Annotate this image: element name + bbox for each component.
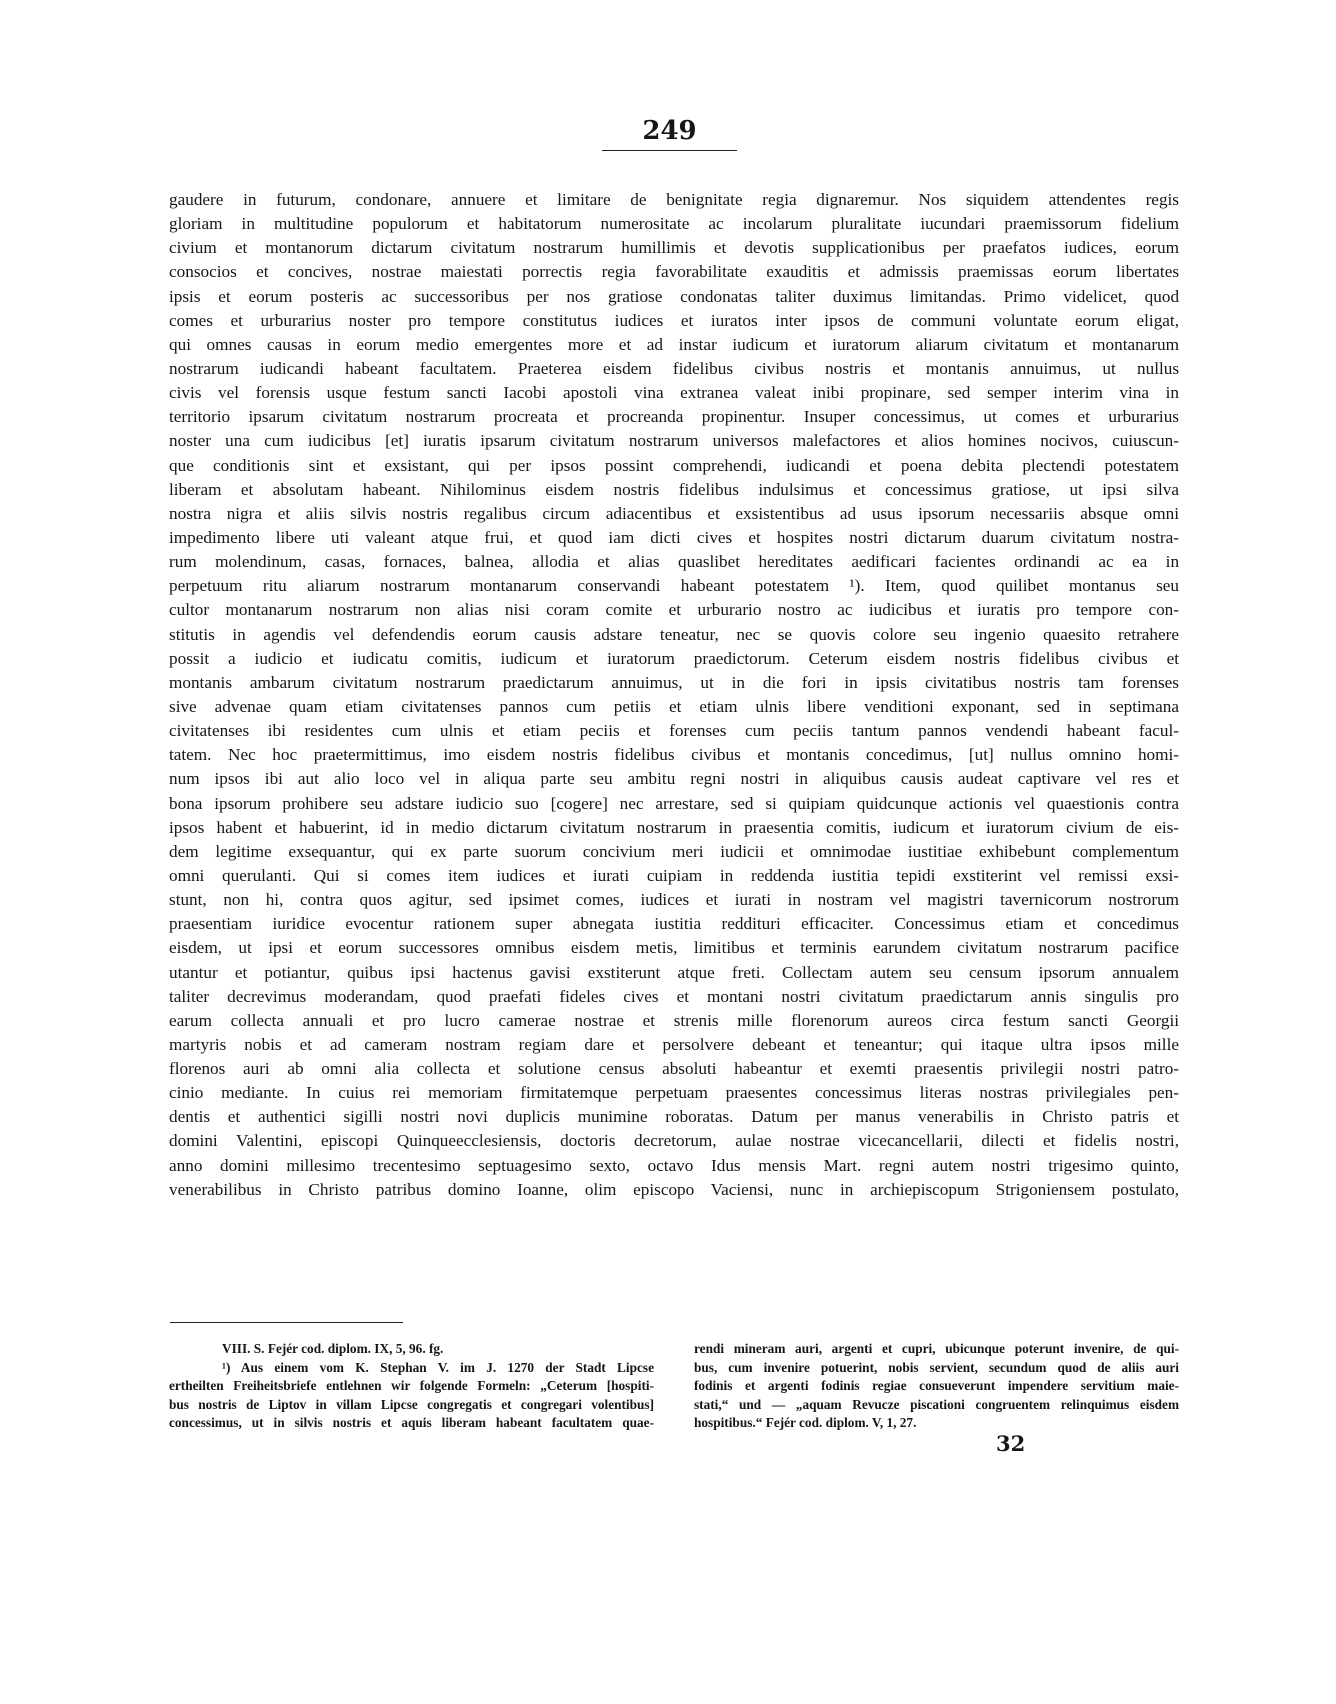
footnote-line: bus, cum invenire potuerint, nobis servient, secundum quod de aliis auri — [694, 1359, 1179, 1375]
body-line: eisdem, ut ipsi et eorum successores omnibus eisdem metis, limitibus et terminis earundem civitatum nostrarum pacifice — [169, 938, 1179, 958]
body-line: que conditionis sint et exsistant, qui per ipsos possint comprehendi, iudicandi et poena debita plectendi potestatem — [169, 455, 1179, 475]
body-line: qui omnes causas in eorum medio emergentes more et ad instar iudicum et iuratorum aliarum civitatum et montanarum — [169, 334, 1180, 354]
body-line: civitatenses ibi residentes cum ulnis et etiam peciis et forenses cum peciis tantum pannos vendendi habeant facul- — [169, 721, 1179, 741]
footnote-line: concessimus, ut in silvis nostris et aquis liberam habeant facultatem quae- — [169, 1415, 654, 1430]
footnote-line: ertheilten Freiheitsbriefe entlehnen wir folgende Formeln: „Ceterum [hospiti- — [169, 1378, 654, 1393]
body-line: venerabilibus in Christo patribus domino Ioanne, olim episcopo Vaciensi, nunc in archiepiscopum Strigoniensem postulato, — [169, 1179, 1180, 1199]
body-line: possit a iudicio et iudicatu comitis, iudicum et iuratorum praedictorum. Ceterum eisdem nostris fidelibus civibus et — [169, 648, 1179, 668]
body-line: civium et montanorum dictarum civitatum nostrarum humillimis et devotis supplicationibus per praefatos iudices, eorum — [169, 238, 1179, 258]
body-line: ipsos habent et habuerint, id in medio dictarum civitatum nostrarum in praesentia comitis, iudicum et iuratorum civium de eis- — [169, 817, 1180, 837]
body-line: omni querulanti. Qui si comes item iudices et iurati cuipiam in reddenda iustitia tepidi exstiterint vel remissi exsi- — [169, 865, 1179, 885]
body-line: perpetuum ritu aliarum nostrarum montanarum conservandi habeant potestatem ¹). Item, quod quilibet montanus seu — [169, 576, 1179, 596]
body-line: dentis et authentici sigilli nostri novi duplicis munimine roboratas. Datum per manus venerabilis in Christo patris et — [169, 1107, 1179, 1127]
body-line: taliter decrevimus moderandam, quod praefati fideles cives et montani nostri civitatum praedictarum annis singulis pro — [169, 986, 1179, 1006]
footnotes-left-column — [169, 1340, 654, 1433]
body-line: nostra nigra et aliis silvis nostris regalibus circum adiacentibus et exsistentibus ad usus ipsorum necessariis absque omni — [169, 503, 1179, 523]
footnote-line: ¹) Aus einem vom K. Stephan V. im J. 1270 der Stadt Lipcse — [222, 1359, 654, 1375]
footnote-line: rendi mineram auri, argenti et cupri, ubicunque poterunt invenire, de qui- — [694, 1341, 1179, 1356]
footnote-line: fodinis et argenti fodinis regiae consueverunt impendere servitium maie- — [694, 1378, 1180, 1393]
body-line: civis vel forensis usque festum sancti Iacobi apostoli vina extranea valeat inibi propinare, sed semper interim vina in — [169, 383, 1179, 403]
footnote-line: bus nostris de Liptov in villam Lipcse congregatis et congregari volentibus] — [169, 1396, 655, 1412]
body-line: utantur et potiantur, quibus ipsi hactenus gavisi exstiterunt atque freti. Collectam autem seu censum ipsorum annualem — [169, 962, 1180, 982]
body-line: praesentiam iuridice evocentur rationem super abnegata iustitia reddituri efficaciter. Concessimus etiam et concedimus — [169, 914, 1179, 934]
body-line: nostrarum iudicandi habeant facultatem. Praeterea eisdem fidelibus civibus nostris et montanis annuimus, ut nullus — [169, 358, 1180, 378]
body-line: cinio mediante. In cuius rei memoriam firmitatemque perpetuam praesentes concessimus literas nostras privilegiales pen- — [169, 1083, 1179, 1103]
footnote-separator — [170, 1322, 403, 1323]
body-line: sive advenae quam etiam civitatenses pannos cum petiis et etiam ulnis libere venditioni exponant, sed in septimana — [169, 696, 1179, 716]
footnote-line: stati,“ und — „aquam Revucze piscationi congruentem relinquimus eisdem — [694, 1396, 1180, 1412]
body-line: consocios et concives, nostrae maiestati porrectis regia favorabilitate exauditis et admissis praemissas eorum libertates — [169, 262, 1180, 282]
body-line: tatem. Nec hoc praetermittimus, imo eisdem nostris fidelibus civibus et montanis concedimus, [ut] nullus omnino homi- — [169, 745, 1180, 765]
body-line: stunt, non hi, contra quos agitur, sed ipsimet comes, iudices et iurati in nostram vel magistri tavernicorum nostrorum — [169, 890, 1180, 910]
body-line: bona ipsorum prohibere seu adstare iudicio suo [cogere] nec arrestare, sed si quipiam quidcunque actionis vel quaestionis contra — [169, 793, 1180, 813]
footnote-line: hospitibus.“ Fejér cod. diplom. V, 1, 27. — [694, 1415, 917, 1430]
body-line: montanis ambarum civitatum nostrarum praedictarum annuimus, ut in die fori in ipsis civitatibus nostris tam forenses — [169, 672, 1179, 692]
body-line: liberam et absolutam habeant. Nihilominus eisdem nostris fidelibus indulsimus et concessimus gratiose, ut ipsi silva — [169, 479, 1179, 499]
page-number-top: 249 — [642, 116, 697, 146]
body-line: florenos auri ab omni alia collecta et solutione census absoluti habeantur et exemti praesentis privilegii nostri patro- — [169, 1059, 1180, 1079]
signature-mark: 32 — [996, 1431, 1026, 1456]
body-line: earum collecta annuali et pro lucro camerae nostrae et strenis mille florenorum aureos circa festum sancti Georgii — [169, 1010, 1180, 1030]
body-line: domini Valentini, episcopi Quinqueecclesiensis, doctoris decretorum, aulae nostrae vicecancellarii, dilecti et fidelis nostri, — [169, 1131, 1179, 1151]
body-line: gaudere in futurum, condonare, annuere et limitare de benignitate regia dignaremur. Nos siquidem attendentes regis — [169, 190, 1179, 209]
body-line: comes et urburarius noster pro tempore constitutus iudices et iuratos inter ipsos de communi voluntate eorum eligat, — [169, 310, 1179, 330]
body-line: impedimento libere uti valeant atque frui, et quod iam dicti cives et hospites nostri dictarum duarum civitatum nostra- — [169, 527, 1179, 547]
footnotes-right-column — [694, 1340, 1179, 1433]
body-line: stitutis in agendis vel defendendis eorum causis adstare teneatur, nec se quovis colore seu ingenio quaesito retrahere — [169, 624, 1179, 644]
body-line: ipsis et eorum posteris ac successoribus per nos gratiose condonatas taliter duximus limitandas. Primo videlicet, quod — [169, 286, 1180, 306]
body-line: martyris nobis et ad cameram nostram regiam dare et persolvere debeant et teneantur; qui itaque ultra ipsos mille — [169, 1034, 1179, 1054]
body-line: anno domini millesimo trecentesimo septuagesimo sexto, octavo Idus mensis Mart. regni autem nostri trigesimo quinto, — [169, 1155, 1180, 1175]
body-line: gloriam in multitudine populorum et habitatorum numerositate ac incolarum pluralitate iucundari praemissorum fidelium — [169, 214, 1180, 234]
footnote-line: VIII. S. Fejér cod. diplom. IX, 5, 96. fg. — [222, 1341, 444, 1356]
body-line: territorio ipsarum civitatum nostrarum procreata et procreanda propinentur. Insuper concessimus, ut comes et urburarius — [169, 407, 1179, 427]
header-rule — [602, 150, 737, 151]
body-line: cultor montanarum nostrarum non alias nisi coram comite et urburario nostro ac iudicibus et iuratis pro tempore con- — [169, 600, 1179, 620]
body-line: dem legitime exsequantur, qui ex parte suorum concivium meri iudicii et omnimodae iustitiae exhibebunt complementum — [169, 841, 1180, 861]
body-text — [169, 188, 1179, 1202]
body-line: rum molendinum, casas, fornaces, balnea, allodia et alias quaslibet hereditates aedificari facientes ordinandi ac ea in — [169, 552, 1180, 572]
body-line: noster una cum iudicibus [et] iuratis ipsarum civitatum nostrarum universos malefactores et alios homines nocivos, cuiuscun- — [169, 431, 1179, 451]
body-line: num ipsos ibi aut alio loco vel in aliqua parte seu ambitu regni nostri in aliquibus causis audeat captivare vel res et — [169, 769, 1179, 789]
